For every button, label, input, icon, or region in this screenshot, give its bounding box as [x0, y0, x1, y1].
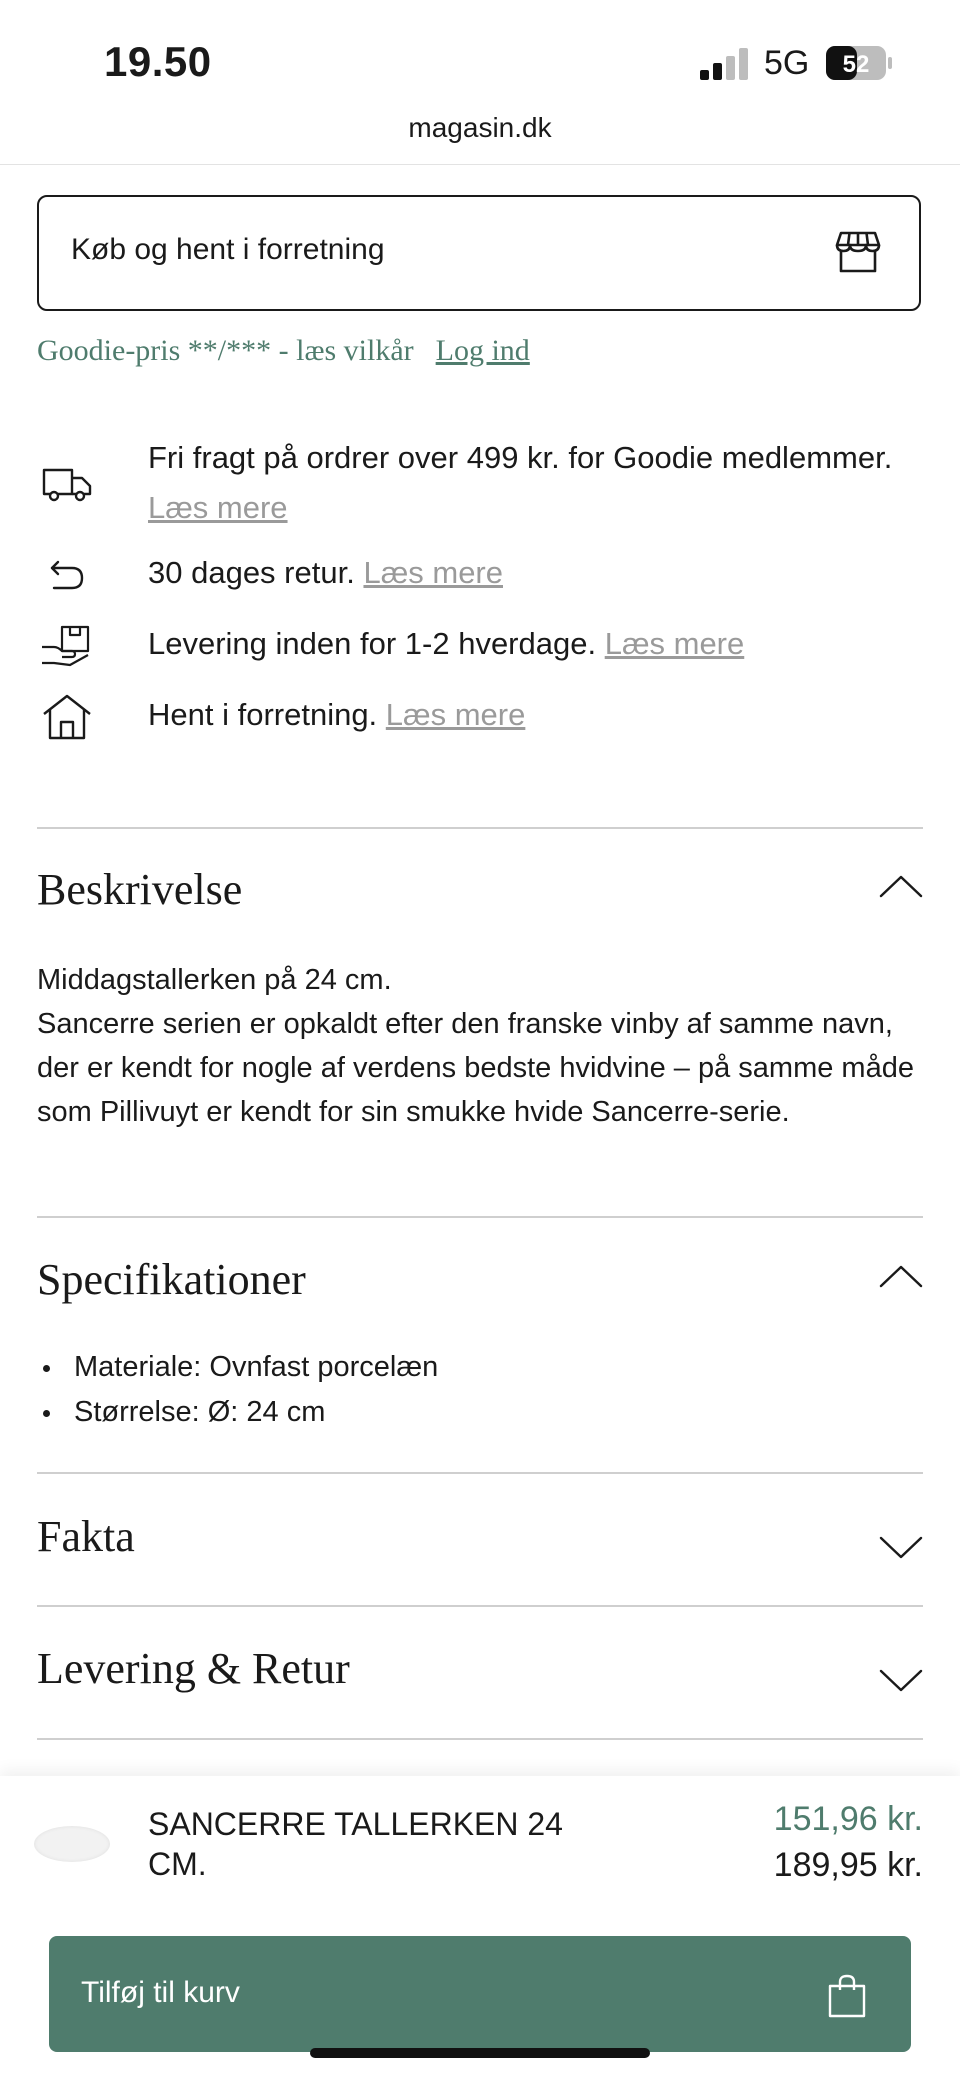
chevron-down-icon[interactable]: [878, 1668, 924, 1694]
description-body: Sancerre serien er opkaldt efter den franske vinby af samme navn, der er kendt for nogle af verdens bedste hvidvine – på samme måde som Pillivuyt er kendt for sin smukke hvide Sancerre-serie.: [37, 1008, 914, 1128]
usp-free-shipping: [0, 433, 960, 533]
accordion-title: Fakta: [37, 1512, 135, 1561]
battery-icon: [826, 46, 892, 80]
status-time: 19.50: [104, 38, 212, 85]
list-item: Materiale: Ovnfast porcelæn: [37, 1345, 438, 1390]
description-text: [37, 958, 917, 1134]
add-to-cart-label: Tilføj til kurv: [81, 1976, 240, 2009]
section-divider: [37, 1472, 923, 1474]
usp-delivery-time: [0, 619, 960, 669]
accordion-title: Levering & Retur: [37, 1644, 350, 1693]
return-arrow-icon: [40, 548, 94, 602]
status-bar: [0, 0, 960, 143]
url-bar[interactable]: magasin.dk: [408, 112, 552, 143]
store-icon: [833, 227, 883, 277]
sale-price: 151,96 kr.: [773, 1800, 923, 1838]
home-indicator[interactable]: [310, 2048, 650, 2058]
original-price: 189,95 kr.: [773, 1846, 923, 1884]
store-pickup-label: Køb og hent i forretning: [71, 233, 385, 266]
truck-icon: [40, 456, 94, 510]
section-divider: [37, 1605, 923, 1607]
read-more-link[interactable]: Læs mere: [363, 555, 503, 590]
section-divider: [37, 1216, 923, 1218]
store-pickup-button[interactable]: [37, 195, 921, 311]
accordion-title: Specifikationer: [37, 1255, 306, 1304]
network-type: 5G: [764, 44, 810, 82]
chevron-down-icon[interactable]: [878, 1535, 924, 1561]
section-divider: [37, 1738, 923, 1740]
read-more-link[interactable]: Læs mere: [148, 490, 288, 525]
delivery-hand-icon: [40, 619, 94, 673]
chevron-up-icon[interactable]: [878, 873, 924, 899]
shopping-bag-icon: [827, 1974, 867, 2018]
sticky-product-bar: [0, 1776, 960, 2078]
login-link[interactable]: Log ind: [435, 334, 530, 367]
signal-icon: [700, 48, 752, 80]
usp-text: Levering inden for 1-2 hverdage.: [148, 626, 597, 661]
usp-text: Hent i forretning.: [148, 697, 378, 732]
read-more-link[interactable]: Læs mere: [604, 626, 745, 661]
product-thumbnail: [34, 1826, 110, 1862]
goodie-terms-link[interactable]: Goodie-pris **/*** - læs vilkår: [37, 334, 414, 367]
add-to-cart-button[interactable]: [49, 1936, 911, 2052]
goodie-price-info: [37, 334, 530, 368]
chevron-up-icon[interactable]: [878, 1263, 924, 1289]
list-item: Størrelse: Ø: 24 cm: [37, 1390, 438, 1435]
read-more-link[interactable]: Læs mere: [385, 697, 526, 732]
usp-store-pickup: [0, 690, 960, 740]
specifications-list: [37, 1345, 438, 1435]
url-divider: [0, 164, 960, 165]
accordion-title: Beskrivelse: [37, 865, 243, 914]
battery-level: 52: [842, 51, 870, 78]
usp-returns: [0, 548, 960, 598]
section-divider: [37, 827, 923, 829]
product-name: SANCERRE TALLERKEN 24 CM.: [148, 1806, 563, 1882]
home-icon: [40, 690, 94, 744]
usp-text: Fri fragt på ordrer over 499 kr. for Goodie medlemmer.: [148, 440, 893, 475]
usp-text: 30 dages retur.: [148, 555, 355, 590]
description-line: Middagstallerken på 24 cm.: [37, 964, 392, 996]
